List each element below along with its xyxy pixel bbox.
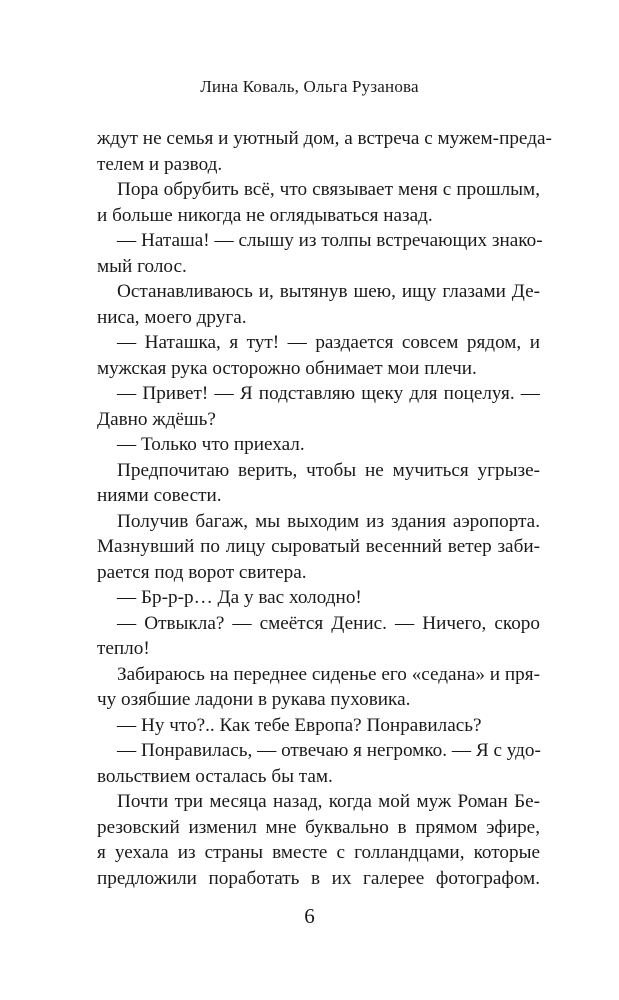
text-line: Почти три месяца назад, когда мой муж Роман Бе- bbox=[117, 791, 540, 812]
text-line: ниса, моего друга. bbox=[97, 306, 247, 328]
text-line: — Наташа! — слышу из толпы встречающих знако- bbox=[117, 230, 543, 251]
text-line: телем и развод. bbox=[97, 153, 223, 175]
text-line: Забираюсь на переднее сиденье его «седана» и пря- bbox=[117, 663, 540, 685]
body-text bbox=[97, 126, 552, 891]
text-line: — Бр-р-р… Да у вас холодно! bbox=[117, 587, 362, 608]
text-line: — Понравилась, — отвечаю я негромко. — Я с удо- bbox=[117, 740, 541, 761]
text-line: и больше никогда не оглядываться назад. bbox=[97, 204, 433, 226]
text-line: предложили поработать в их галерее фотографом. bbox=[97, 867, 540, 889]
text-line: чу озябшие ладони в рукава пуховика. bbox=[97, 689, 411, 710]
text-line: Останавливаюсь и, вытянув шею, ищу глазами Де- bbox=[117, 281, 540, 302]
text-line: резовский изменил мне буквально в прямом эфире, bbox=[97, 816, 540, 838]
text-line: Пора обрубить всё, что связывает меня с прошлым, bbox=[117, 179, 540, 200]
text-line: вольствием осталась бы там. bbox=[97, 765, 333, 787]
text-line: Давно ждёшь? bbox=[97, 408, 216, 430]
running-header: Лина Коваль, Ольга Рузанова bbox=[200, 77, 419, 96]
text-line: — Только что приехал. bbox=[117, 434, 305, 455]
text-line: мужская рука осторожно обнимает мои плечи. bbox=[97, 357, 477, 379]
page-number: 6 bbox=[304, 904, 315, 928]
text-line: Предпочитаю верить, чтобы не мучиться угрызе- bbox=[117, 459, 540, 481]
text-line: Получив багаж, мы выходим из здания аэропорта. bbox=[117, 510, 540, 532]
text-line: тепло! bbox=[97, 638, 150, 659]
text-line: ниями совести. bbox=[97, 485, 222, 506]
text-line: — Ну что?.. Как тебе Европа? Понравилась? bbox=[117, 714, 482, 736]
text-line: мый голос. bbox=[97, 255, 187, 277]
text-line: Мазнувший по лицу сыроватый весенний ветер заби- bbox=[97, 536, 540, 557]
text-line: ждут не семья и уютный дом, а встреча с мужем-преда- bbox=[97, 128, 552, 149]
text-line: — Отвыкла? — смеётся Денис. — Ничего, скоро bbox=[117, 612, 540, 634]
text-line: я уехала из страны вместе с голландцами, которые bbox=[97, 842, 540, 863]
text-line: — Привет! — Я подставляю щеку для поцелуя. — bbox=[117, 383, 540, 404]
text-line: рается под ворот свитера. bbox=[97, 561, 307, 583]
text-line: — Наташка, я тут! — раздается совсем рядом, и bbox=[117, 332, 540, 353]
